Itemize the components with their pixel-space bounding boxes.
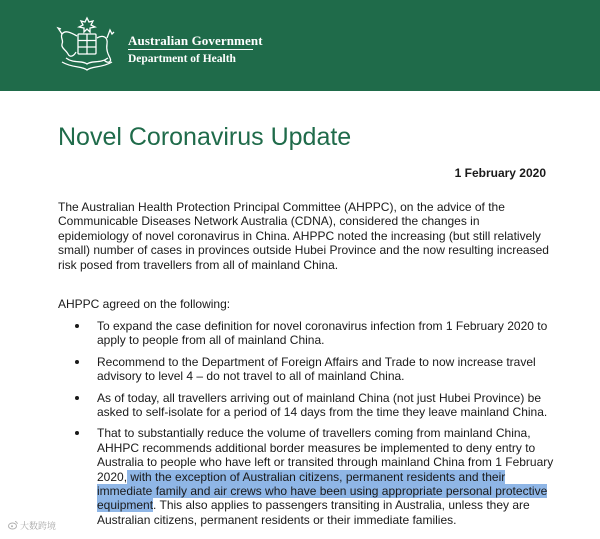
weibo-icon bbox=[8, 520, 18, 530]
list-item bbox=[58, 426, 558, 527]
list-item-text: As of today, all travellers arriving out of mainland China (not just Hubei Province) be asked to self-isolate for a period of 14 days from the time they leave mainland China. bbox=[97, 390, 548, 420]
government-header bbox=[0, 0, 600, 91]
bullet-icon bbox=[75, 324, 79, 328]
government-name: Australian Government bbox=[128, 33, 263, 48]
list-item bbox=[58, 319, 558, 348]
document-date: 1 February 2020 bbox=[454, 166, 546, 180]
list-item-text: Recommend to the Department of Foreign Affairs and Trade to now increase travel advisory to level 4 – do not travel to all of mainland China. bbox=[97, 354, 536, 384]
list-item-text: That to substantially reduce the volume of travellers coming from mainland China, AHHPC recommends additional border measures be implemented to deny entry to Australia to people who have left or transited through mainland China from 1 February 2020, bbox=[97, 426, 554, 484]
agreed-heading: AHPPC agreed on the following: bbox=[58, 297, 231, 311]
department-name: Department of Health bbox=[128, 53, 236, 65]
bullet-icon bbox=[75, 360, 79, 364]
header-divider bbox=[128, 49, 253, 50]
bullet-icon bbox=[75, 396, 79, 400]
highlighted-text: with the exception of Australian citizens, permanent residents and their immediate family and air crews who have been using appropriate personal protective equipment bbox=[97, 469, 548, 513]
list-item-text: . This also applies to passengers transiting in Australia, unless they are Australian citizens, permanent residents or their immediate families. bbox=[97, 498, 530, 527]
recommendations-list bbox=[58, 319, 558, 527]
watermark-text: 大数跨境 bbox=[20, 521, 57, 531]
list-item-text: To expand the case definition for novel coronavirus infection from 1 February 2020 to apply to people from all of mainland China. bbox=[97, 319, 548, 348]
intro-paragraph: The Australian Health Protection Principal Committee (AHPPC), on the advice of the Communicable Diseases Network Australia (CDNA), considered the changes in epidemiology of novel coronavirus in China. AHPPC noted the increasing (but still relatively small) number of cases in provinces outside Hubei Province and the now resulting increased risk posed from travellers from all of mainland China. bbox=[58, 200, 549, 272]
list-item bbox=[58, 391, 558, 420]
coat-of-arms-icon bbox=[52, 12, 122, 74]
list-item bbox=[58, 355, 558, 384]
source-watermark bbox=[8, 519, 68, 533]
page-title: Novel Coronavirus Update bbox=[58, 123, 352, 151]
bullet-icon bbox=[75, 431, 79, 435]
